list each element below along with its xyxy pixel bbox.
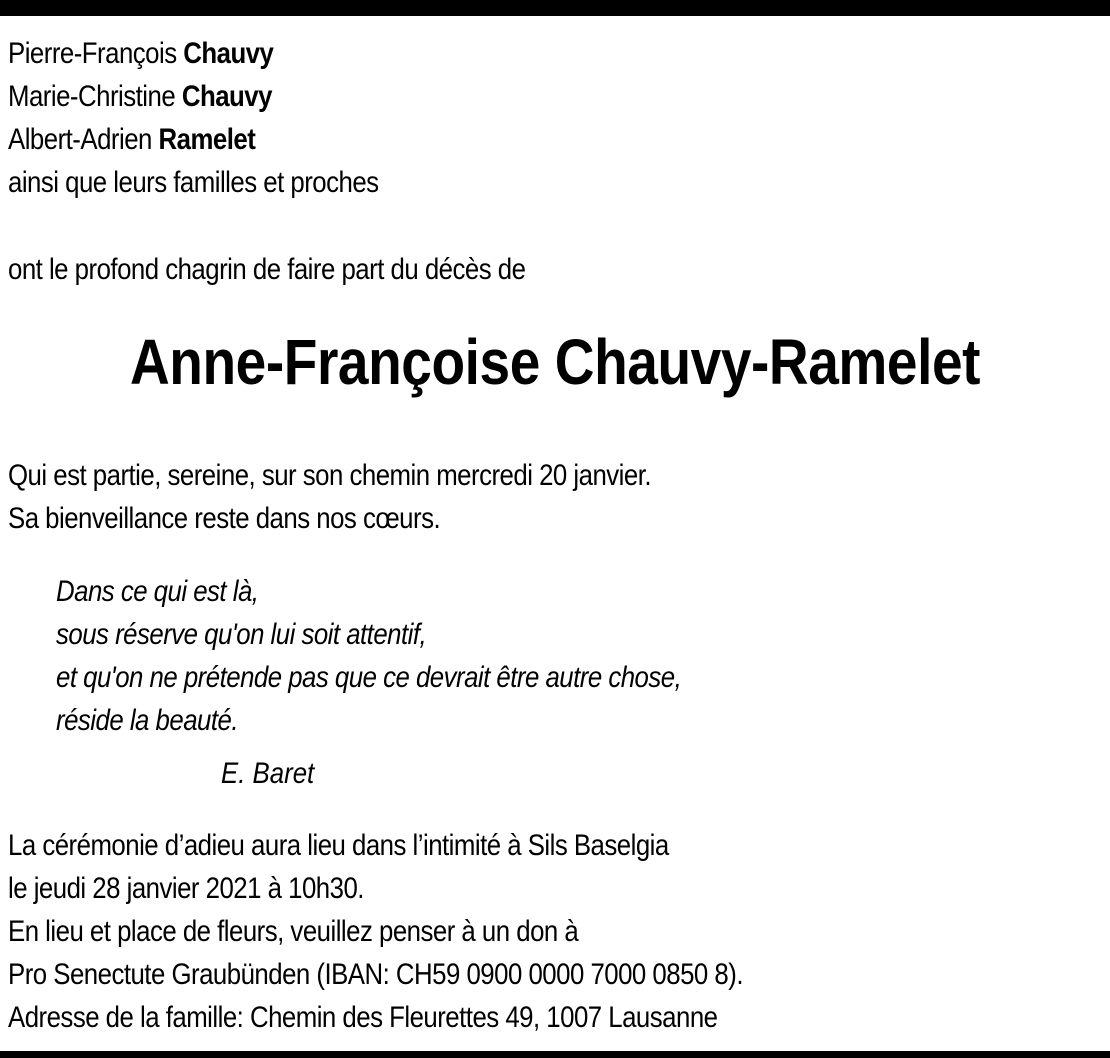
mourner-last-name: Chauvy xyxy=(181,80,272,113)
poem-line: sous réserve qu'on lui soit attentif, xyxy=(56,618,427,651)
bottom-border-rule xyxy=(0,1051,1110,1058)
mourner-first-name: Albert-Adrien xyxy=(8,123,152,156)
mourner-line xyxy=(8,36,273,72)
closing-line: La cérémonie d’adieu aura lieu dans l’intimité à Sils Baselgia xyxy=(8,829,669,862)
mourner-last-name: Ramelet xyxy=(158,123,256,156)
mourner-last-name: Chauvy xyxy=(183,37,274,70)
poem-author: E. Baret xyxy=(221,757,315,790)
mourner-first-name: Marie-Christine xyxy=(8,80,176,113)
poem-line: réside la beauté. xyxy=(56,704,238,737)
message-line: Qui est partie, sereine, sur son chemin mercredi 20 janvier. xyxy=(8,459,652,492)
mourner-line xyxy=(8,79,272,115)
top-border-rule xyxy=(0,0,1110,16)
families-line: ainsi que leurs familles et proches xyxy=(8,166,379,199)
deceased-name: Anne-Françoise Chauvy-Ramelet xyxy=(129,326,981,398)
mourner-line xyxy=(8,122,255,158)
announcement-text: ont le profond chagrin de faire part du décès de xyxy=(8,253,526,286)
message-line: Sa bienveillance reste dans nos cœurs. xyxy=(8,502,441,535)
closing-line: le jeudi 28 janvier 2021 à 10h30. xyxy=(8,872,364,905)
poem-line: Dans ce qui est là, xyxy=(56,575,259,608)
closing-line: En lieu et place de fleurs, veuillez penser à un don à xyxy=(8,915,579,948)
closing-line: Pro Senectute Graubünden (IBAN: CH59 0900 0000 7000 0850 8). xyxy=(8,958,743,991)
mourner-first-name: Pierre-François xyxy=(8,37,177,70)
poem-line: et qu'on ne prétende pas que ce devrait être autre chose, xyxy=(56,661,682,694)
closing-line: Adresse de la famille: Chemin des Fleurettes 49, 1007 Lausanne xyxy=(8,1001,718,1034)
